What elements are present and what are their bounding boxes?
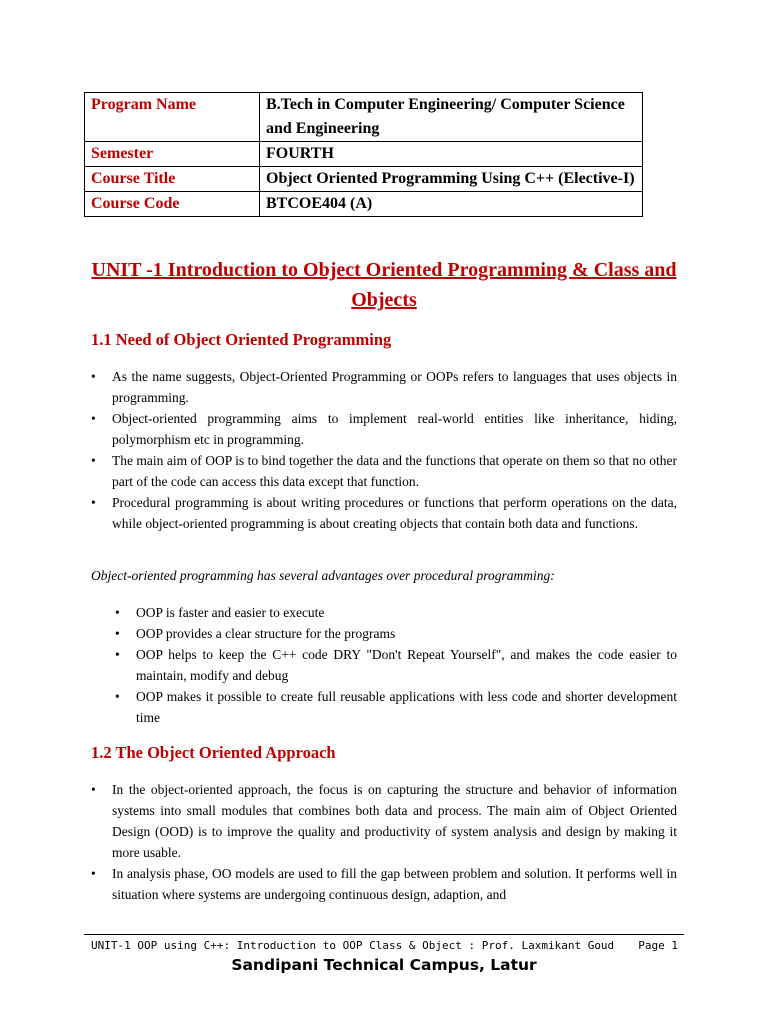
course-code-label: Course Code [85,192,260,217]
table-row [85,167,643,192]
bullet-icon: • [91,453,96,468]
table-row [85,192,643,217]
section-1-heading: 1.1 Need of Object Oriented Programming [91,330,392,349]
list-item [91,492,677,534]
table-row [85,142,643,167]
list-item-text: Procedural programming is about writing procedures or functions that perform operations on the data, while object-oriented programming is about creating objects that contain both data and functions. [112,495,677,531]
list-item-text: OOP is faster and easier to execute [136,605,325,620]
list-item [91,779,677,863]
footer-divider [84,934,684,935]
bullet-icon: • [115,626,120,641]
bullet-icon: • [115,605,120,620]
list-item-text: The main aim of OOP is to bind together the data and the functions that operate on them so that no other part of the code can access this data except that function. [112,453,677,489]
list-item-text: In analysis phase, OO models are used to fill the gap between problem and solution. It performs well in situation where systems are undergoing continuous design, adaption, and [112,866,677,902]
course-title-value: Object Oriented Programming Using C++ (Elective-I) [260,167,643,192]
program-name-value: B.Tech in Computer Engineering/ Computer Science and Engineering [260,93,643,142]
list-item-text: OOP makes it possible to create full reusable applications with less code and shorter development time [136,689,677,725]
bullet-icon: • [91,411,96,426]
bullet-icon: • [115,647,120,662]
list-item [91,408,677,450]
list-item [91,863,677,905]
course-title-label: Course Title [85,167,260,192]
list-item [115,644,677,686]
advantages-intro: Object-oriented programming has several advantages over procedural programming: [91,568,555,583]
list-item-text: In the object-oriented approach, the focus is on capturing the structure and behavior of information systems into small modules that combines both data and process. The main aim of Object Oriented Design (OOD) is to improve the quality and productivity of system analysis and design by making it more usable. [112,782,677,860]
list-item-text: OOP helps to keep the C++ code DRY "Don't Repeat Yourself", and makes the code easier to maintain, modify and debug [136,647,677,683]
list-item [115,686,677,728]
list-item [91,366,677,408]
unit-title: UNIT -1 Introduction to Object Oriented Programming & Class and Objects [91,259,677,311]
footer-course-info: UNIT-1 OOP using C++: Introduction to OOP Class & Object : Prof. Laxmikant Goud [91,939,615,952]
program-name-label: Program Name [85,93,260,142]
page-number: Page 1 [638,939,678,952]
list-item [115,623,677,644]
list-item-text: Object-oriented programming aims to implement real-world entities like inheritance, hiding, polymorphism etc in programming. [112,411,677,447]
list-item [91,450,677,492]
list-item-text: OOP provides a clear structure for the programs [136,626,396,641]
advantages-list [115,602,677,728]
bullet-icon: • [91,495,96,510]
semester-value: FOURTH [260,142,643,167]
list-item [115,602,677,623]
section-2-heading: 1.2 The Object Oriented Approach [91,743,336,762]
bullet-icon: • [91,782,96,797]
bullet-icon: • [115,689,120,704]
course-info-table [84,92,643,217]
table-row [85,93,643,142]
footer-campus: Sandipani Technical Campus, Latur [231,956,537,974]
bullet-icon: • [91,866,96,881]
course-code-value: BTCOE404 (A) [260,192,643,217]
list-item-text: As the name suggests, Object-Oriented Programming or OOPs refers to languages that uses objects in programming. [112,369,677,405]
section-2-bullet-list [91,779,677,905]
semester-label: Semester [85,142,260,167]
section-1-bullet-list [91,366,677,534]
bullet-icon: • [91,369,96,384]
